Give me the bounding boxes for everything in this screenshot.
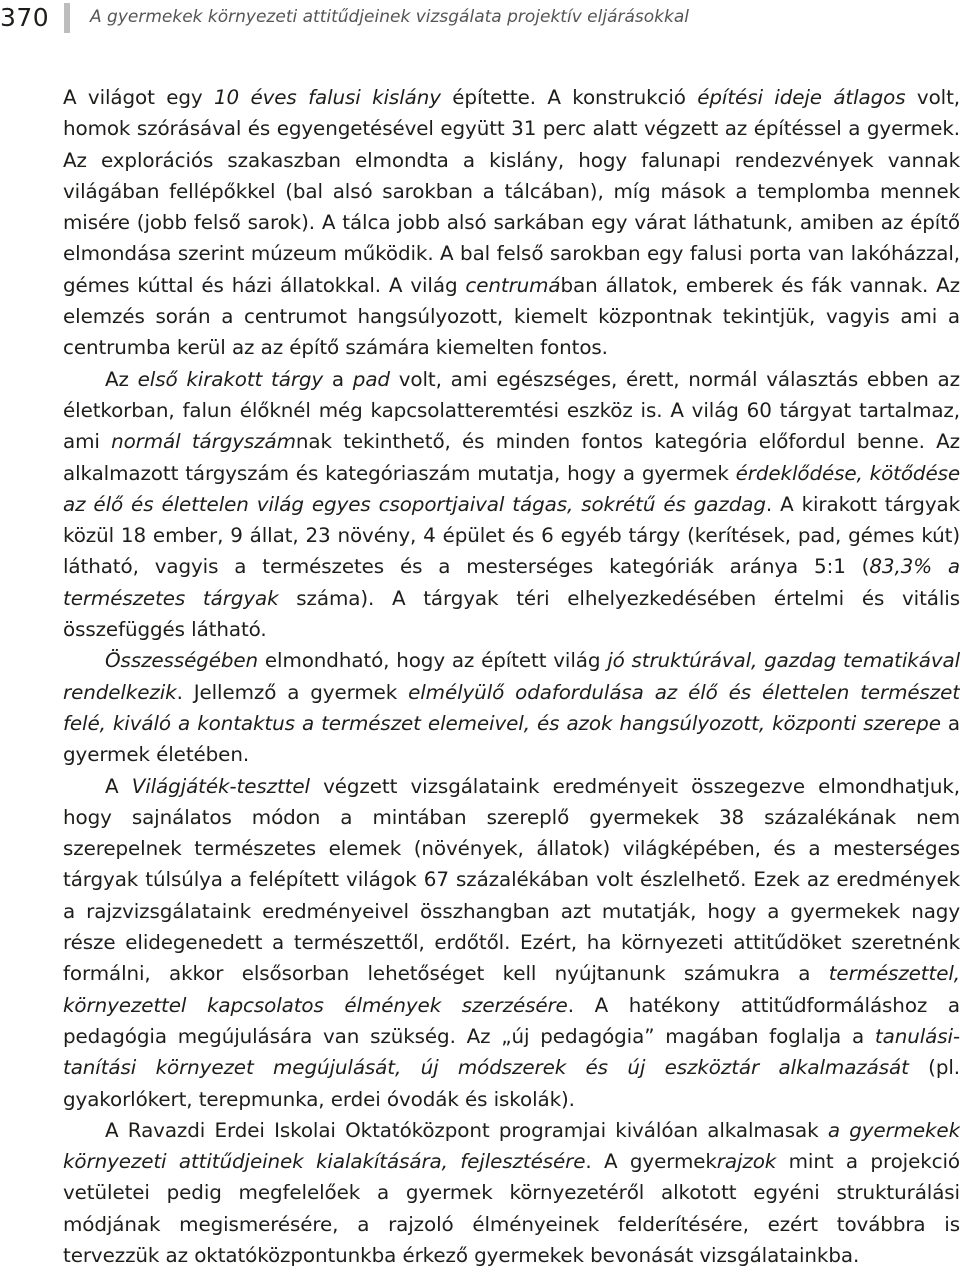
text-segment: a	[323, 367, 353, 391]
text-segment: nak tekinthető, és minden fontos kategória előfordul benne. Az alkalmazott tárgyszám és kategóriaszám mutatja, hogy a gyermek	[63, 430, 960, 485]
italic-text-segment: elmélyülő odafordulása az élő és élettelen természet felé, kiváló a kontaktus a természet elemeivel, és azok hangsúlyozott, központi szerepe	[63, 680, 960, 735]
text-segment: mint a projekció vetületei pedig megfelelőek a gyermek környezetéről alkotott egyéni strukturálási módjának megismerésére, a rajzoló élményeinek felderítésére, ezért továbbra is tervezzük az oktatóközpontunkba érkező gyermekek bevonását vizsgálatainkba.	[63, 1150, 960, 1267]
italic-text-segment: első kirakott tárgy	[137, 367, 324, 391]
text-segment: végzett vizsgálataink eredményeit összegezve elmondhatjuk, hogy sajnálatos módon a mintában szereplő gyermekek 38 százalékának nem szerepelnek természetes elemek (növények, állatok) világképében, és a mesterséges tárgyak túlsúlya a felépített világok 67 százalékában volt észlelhető. Ezek az eredmények a rajzvizsgálataink eredményeivel összhangban azt mutatják, hogy a gyermekek nagy része elidegenedett a természettől, erdőtől. Ezért, ha környezeti attitűdöket szeretnénk formálni, akkor elsősorban lehetőséget kell nyújtanunk számukra a	[63, 774, 960, 986]
text-segment: volt, ami egészséges, érett, normál választás ebben az életkorban, falun élőknél még kapcsolatteremtési eszköz is. A világ 60 tárgyat tartalmaz, ami	[63, 367, 960, 454]
italic-text-segment: normál tárgyszám	[111, 430, 296, 454]
italic-text-segment: a gyermekek környezeti attitűdjeinek kialakítására, fejlesztésére	[63, 1118, 960, 1174]
text-segment: . A kirakott tárgyak közül 18 ember, 9 állat, 23 növény, 4 épület és 6 egyéb tárgy (kerítések, pad, gémes kút) látható, vagyis a természetes és a mesterséges kategóriák aránya 5:1 (	[63, 492, 960, 579]
italic-text-segment: Összességében	[105, 649, 259, 673]
italic-text-segment: építési ideje átlagos	[697, 86, 906, 109]
text-segment: Az	[105, 367, 138, 391]
italic-text-segment: rajzok	[716, 1150, 777, 1174]
text-segment: (pl. gyakorlókert, terepmunka, erdei óvodák és iskolák).	[63, 1056, 960, 1111]
italic-text-segment: 83,3% a természetes tárgyak	[63, 555, 960, 610]
text-segment: A világot egy	[63, 86, 214, 109]
text-segment: . A hatékony attitűdformáláshoz a pedagógia megújulására van szükség. Az „új pedagógia” magában foglalja a	[63, 993, 960, 1048]
text-segment: ban állatok, emberek és fák vannak. Az elemzés során a centrumot hangsúlyozott, kiemelt központnak tekintjük, vagyis ami a centrumba kerül az az építő számára kiemelten fontos.	[63, 273, 960, 360]
text-segment: építette. A konstrukció	[440, 86, 698, 109]
header-divider-bar	[64, 3, 70, 33]
italic-text-segment: tanulási-tanítási környezet megújulását, új módszerek és új eszköztár alkalmazását	[63, 1024, 960, 1080]
italic-text-segment: jó struktúrával, gazdag tematikával rendelkezik	[63, 649, 960, 704]
paragraph	[63, 645, 960, 770]
running-title: A gyermekek környezeti attitűdjeinek vizsgálata projektív eljárásokkal	[90, 7, 689, 27]
italic-text-segment: pad	[352, 367, 390, 391]
text-segment: volt, homok szórásával és egyengetésével együtt 31 perc alatt végzett az építéssel a gyermek. Az explorációs szakaszban elmondta a kislány, hogy falunapi rendezvények vannak világában fellépőkkel (bal alsó sarokban a tálcában), míg mások a templomba mennek misére (jobb felső sarok). A tálca jobb alsó sarkában egy várat láthatunk, amiben az építő elmondása szerint múzeum működik. A bal felső sarokban egy falusi porta van lakóházzal, gémes kúttal és házi állatokkal. A világ	[63, 86, 960, 297]
italic-text-segment: természettel, környezettel kapcsolatos élmények szerzésére	[63, 962, 960, 1017]
text-segment: . Jellemző a gyermek	[176, 680, 409, 704]
text-segment: A	[105, 774, 132, 798]
italic-text-segment: Világjáték-teszttel	[131, 774, 310, 798]
text-segment: . A gyermek	[585, 1150, 717, 1174]
running-header	[0, 0, 960, 40]
paragraph	[63, 364, 960, 646]
text-segment: száma). A tárgyak téri elhelyezkedésében értelmi és vitális összefüggés látható.	[63, 586, 960, 642]
paragraph	[63, 771, 960, 1115]
paragraph	[63, 1115, 960, 1271]
italic-text-segment: 10 éves falusi kislány	[213, 86, 441, 109]
body-text	[63, 82, 960, 1271]
text-segment: a gyermek életében.	[63, 711, 960, 767]
text-segment: elmondható, hogy az épített világ	[258, 649, 608, 673]
italic-text-segment: érdeklődése, kötődése az élő és élettelen világ egyes csoportjaival tágas, sokrétű és gazdag	[63, 461, 960, 516]
italic-text-segment: centrumá	[465, 273, 561, 297]
text-segment: A Ravazdi Erdei Iskolai Oktatóközpont programjai kiválóan alkalmasak	[105, 1118, 828, 1142]
paragraph	[63, 82, 960, 364]
page-number: 370	[0, 3, 50, 32]
